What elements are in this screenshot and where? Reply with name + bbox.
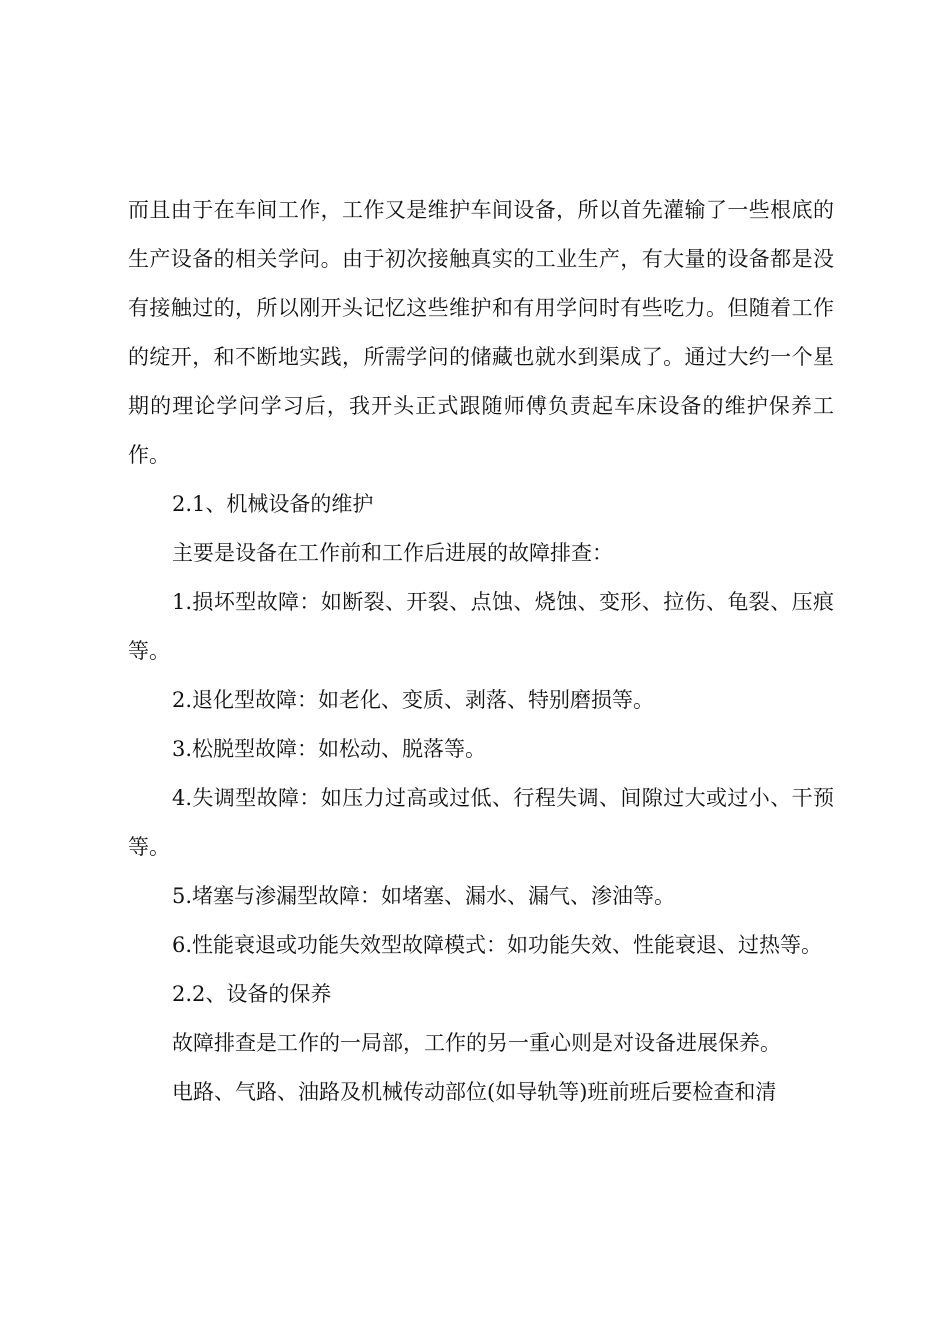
list-item-3: 3.松脱型故障：如松动、脱落等。 [172,737,487,761]
intro-paragraph: 而且由于在车间工作，工作又是维护车间设备，所以首先灌输了一些根底的生产设备的相关学问。由于初次接触真实的工业生产，有大量的设备都是没有接触过的，所以刚开头记忆这些维护和有用学问时有些吃力。但随着工作的绽开，和不断地实践，所需学问的储藏也就水到渠成了。通过大约一个星期的理论学问学习后，我开头正式跟随师傅负责起车床设备的维护保养工作。 [128,198,834,467]
list-item-5: 5.堵塞与渗漏型故障：如堵塞、漏水、漏气、渗油等。 [172,884,676,908]
document-body [128,186,834,1117]
section-heading-2-1: 2.1、机械设备的维护 [172,492,374,516]
list-item-4: 4.失调型故障：如压力过高或过低、行程失调、间隙过大或过小、干预等。 [128,786,834,859]
maintenance-intro-paragraph: 故障排查是工作的一局部，工作的另一重心则是对设备进展保养。 [172,1031,781,1055]
maintenance-detail-paragraph: 电路、气路、油路及机械传动部位(如导轨等)班前班后要检查和清 [172,1080,777,1104]
fault-check-paragraph: 主要是设备在工作前和工作后进展的故障排查： [172,541,613,565]
section-heading-2-2: 2.2、设备的保养 [172,982,332,1006]
list-item-2: 2.退化型故障：如老化、变质、剥落、特别磨损等。 [172,688,655,712]
list-item-6: 6.性能衰退或功能失效型故障模式：如功能失效、性能衰退、过热等。 [172,933,823,957]
list-item-1: 1.损坏型故障：如断裂、开裂、点蚀、烧蚀、变形、拉伤、龟裂、压痕等。 [128,590,834,663]
